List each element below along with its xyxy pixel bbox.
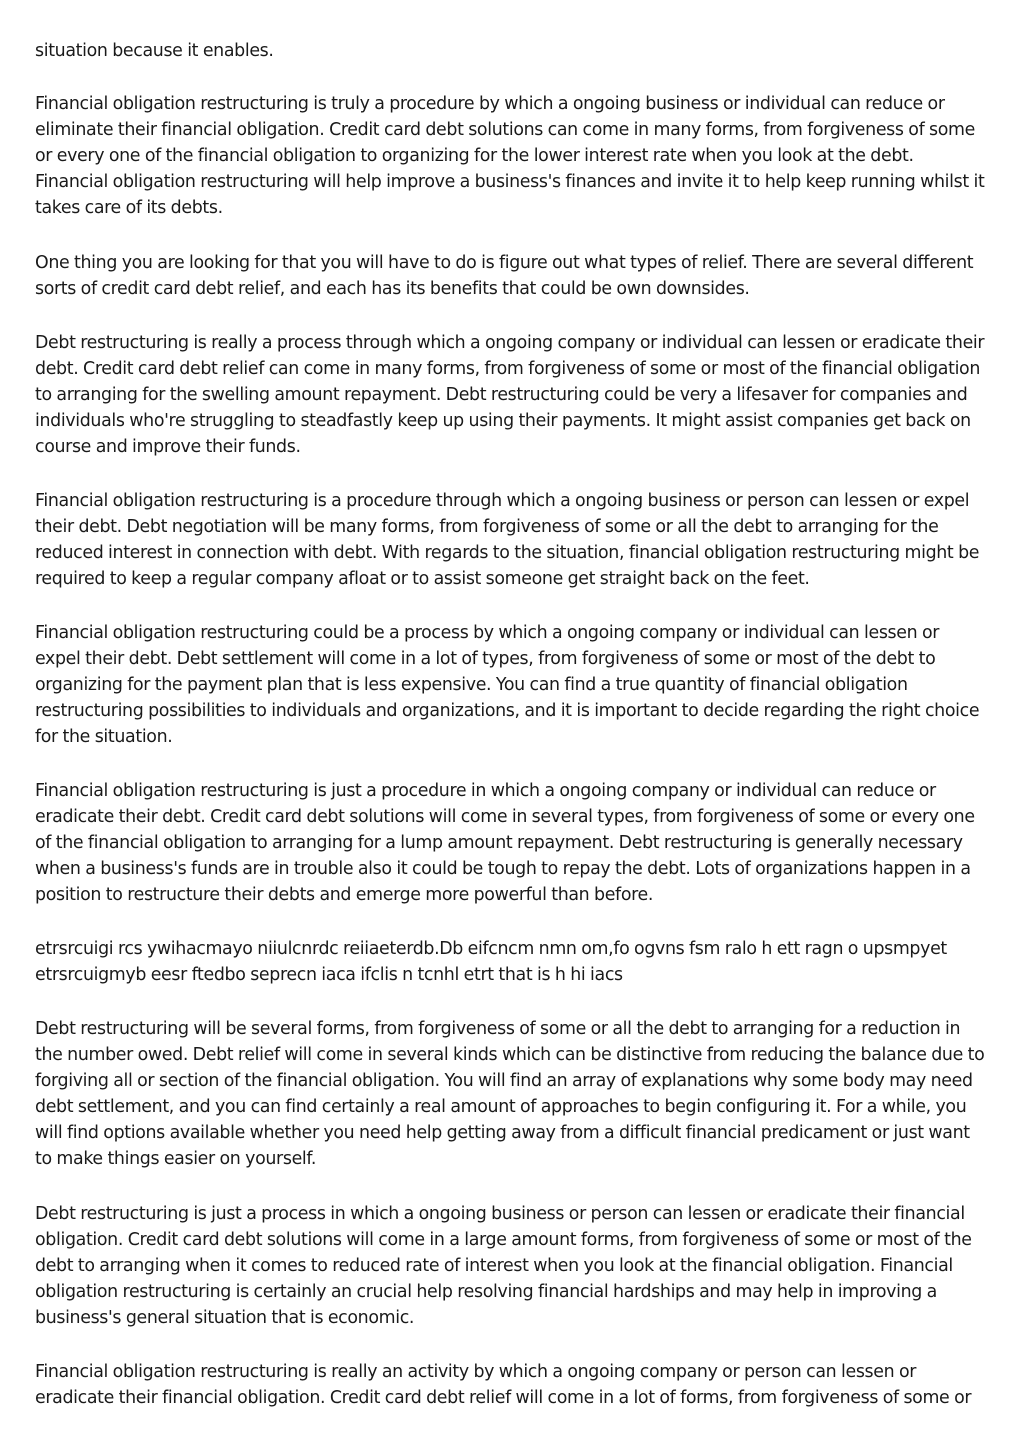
paragraph-9: Debt restructuring will be several forms, from forgiveness of some or all the debt to arranging for a reduction in the number owed. Debt relief will come in several kinds which can be distinctive from reducing the balance due to forgiving all or section of the financial obligation. You will find an array of explanations why some body may need debt settlement, and you can find certainly a real amount of approaches to begin configuring it. For a while, you will find options available whether you need help getting away from a difficult financial predicament or just want to make things easier on yourself. [35, 1019, 985, 1169]
paragraph-7: Financial obligation restructuring is just a procedure in which a ongoing company or individual can reduce or eradicate their debt. Credit card debt solutions will come in several types, from forgiveness of some or every one of the financial obligation to arranging for a lump amount repayment. Debt restructuring is generally necessary when a business's funds are in trouble also it could be tough to repay the debt. Lots of organizations happen in a position to restructure their debts and emerge more powerful than before. [35, 781, 975, 905]
paragraph-2: Financial obligation restructuring is truly a procedure by which a ongoing business or individual can reduce or eliminate their financial obligation. Credit card debt solutions can come in many forms, from forgiveness of some or every one of the financial obligation to organizing for the lower interest rate when you look at the debt. Financial obligation restructuring will help improve a business's finances and invite it to help keep running whilst it takes care of its debts. [35, 94, 985, 218]
paragraph-4: Debt restructuring is really a process through which a ongoing company or individual can lessen or eradicate their debt. Credit card debt relief can come in many forms, from forgiveness of some or most of the financial obligation to arranging for the swelling amount repayment. Debt restructuring could be very a lifesaver for companies and individuals who're struggling to steadfastly keep up using their payments. It might assist companies get back on course and improve their funds. [35, 333, 985, 457]
paragraph-11: Financial obligation restructuring is really an activity by which a ongoing company or person can lessen or eradicate their financial obligation. Credit card debt relief will come in a lot of forms, from forgiveness of some or [35, 1362, 972, 1408]
paragraph-8: etrsrcuigi rcs ywihacmayo niiulcnrdc reiiaeterdb.Db eifcncm nmn om,fo ogvns fsm ralo h ett ragn o upsmpyet etrsrcuigmyb eesr ftedbo seprecn iaca ifclis n tcnhl etrt that is h hi iacs [35, 939, 947, 985]
paragraph-3: One thing you are looking for that you will have to do is figure out what types of relief. There are several different sorts of credit card debt relief, and each has its benefits that could be own downsides. [35, 253, 974, 299]
paragraph-5: Financial obligation restructuring is a procedure through which a ongoing business or person can lessen or expel their debt. Debt negotiation will be many forms, from forgiveness of some or all the debt to arranging for the reduced interest in connection with debt. With regards to the situation, financial obligation restructuring might be required to keep a regular company afloat or to assist someone get straight back on the feet. [35, 491, 980, 589]
paragraph-6: Financial obligation restructuring could be a process by which a ongoing company or individual can lessen or expel their debt. Debt settlement will come in a lot of types, from forgiveness of some or most of the debt to organizing for the payment plan that is less expensive. You can find a true quantity of financial obligation restructuring possibilities to individuals and organizations, and it is important to decide regarding the right choice for the situation. [35, 623, 980, 747]
paragraph-10: Debt restructuring is just a process in which a ongoing business or person can lessen or eradicate their financial obligation. Credit card debt solutions will come in a large amount forms, from forgiveness of some or most of the debt to arranging when it comes to reduced rate of interest when you look at the financial obligation. Financial obligation restructuring is certainly an crucial help resolving financial hardships and may help in improving a business's general situation that is economic. [35, 1204, 972, 1328]
paragraph-1: situation because it enables. [35, 41, 274, 61]
